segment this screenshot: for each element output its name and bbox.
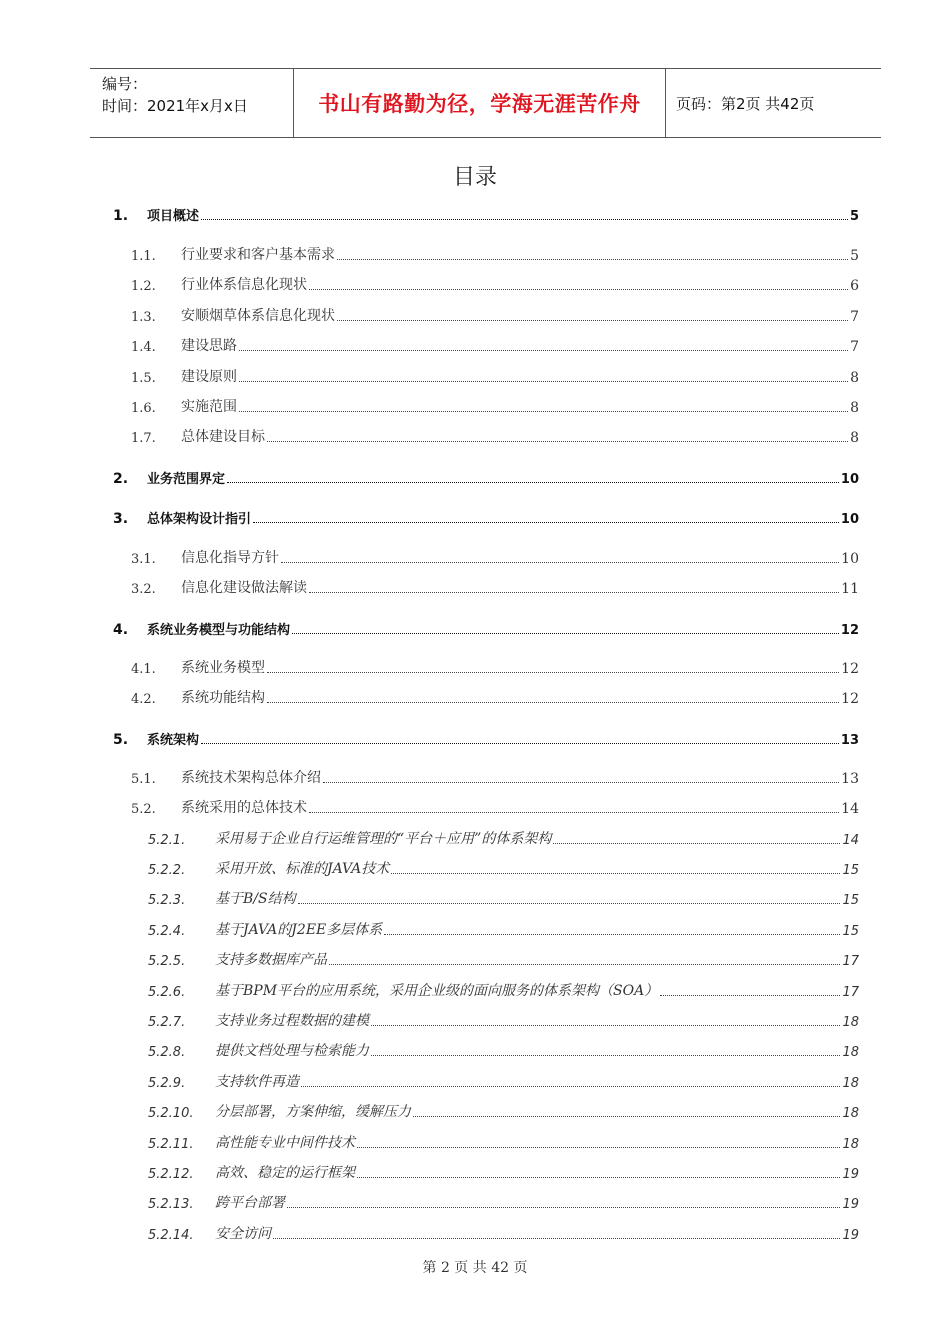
toc-entry-label: 采用开放、标准的JAVA技术 [215, 861, 390, 877]
toc-entry[interactable] [113, 728, 859, 748]
toc-entry-page: 18 [842, 1015, 859, 1030]
toc-entry-number: 4.1. [131, 662, 156, 677]
toc-entry-number: 5.2.7. [148, 1015, 186, 1030]
toc-entry-page: 10 [840, 512, 859, 527]
toc-entry[interactable] [148, 949, 859, 969]
toc-entry-page: 13 [841, 771, 859, 787]
toc-dot-leader [413, 1115, 840, 1117]
toc-entry-number: 5.1. [131, 772, 156, 787]
toc-entry-number: 4.2. [131, 692, 156, 707]
toc-dot-leader [227, 481, 839, 483]
toc-entry[interactable] [131, 426, 859, 446]
toc-entry-page: 10 [840, 472, 859, 487]
toc-entry-page: 19 [842, 1197, 859, 1212]
toc-dot-leader [391, 872, 840, 874]
toc-entry-label: 建设原则 [181, 369, 237, 385]
toc-entry-number: 5.2. [131, 802, 156, 817]
toc-entry-number: 5.2.5. [148, 954, 186, 969]
toc-entry[interactable] [113, 204, 859, 224]
toc-dot-leader [239, 349, 848, 351]
toc-entry-number: 1.6. [131, 401, 156, 416]
toc-entry-label: 提供文档处理与检索能力 [215, 1043, 369, 1059]
toc-dot-leader [357, 1176, 840, 1178]
toc-entry[interactable] [148, 888, 859, 908]
toc-entry-label: 基于B/S结构 [215, 891, 296, 907]
toc-entry-page: 17 [842, 985, 859, 1000]
toc-dot-leader [201, 742, 839, 744]
toc-entry-number: 3.2. [131, 582, 156, 597]
toc-entry-page: 10 [841, 551, 859, 567]
toc-entry-number: 5.2.4. [148, 924, 186, 939]
toc-entry[interactable] [148, 1010, 859, 1030]
toc-entry-page: 15 [842, 863, 859, 878]
toc-entry-label: 支持业务过程数据的建模 [215, 1013, 369, 1029]
toc-entry[interactable] [148, 828, 859, 848]
toc-entry-page: 15 [842, 893, 859, 908]
toc-dot-leader [281, 561, 839, 563]
toc-entry[interactable] [148, 1132, 859, 1152]
toc-dot-leader [267, 671, 839, 673]
toc-entry-label: 建设思路 [181, 338, 237, 354]
toc-entry[interactable] [113, 467, 859, 487]
toc-entry[interactable] [131, 767, 859, 787]
toc-entry-page: 5 [849, 209, 859, 224]
toc-dot-leader [301, 1085, 840, 1087]
toc-entry-label: 高性能专业中间件技术 [215, 1135, 355, 1151]
toc-entry-number: 5.2.8. [148, 1045, 186, 1060]
toc-entry[interactable] [148, 1071, 859, 1091]
toc-entry-page: 12 [841, 661, 859, 677]
toc-dot-leader [384, 933, 840, 935]
toc-entry[interactable] [131, 366, 859, 386]
toc-entry-label: 系统技术架构总体介绍 [181, 770, 321, 786]
toc-entry[interactable] [131, 547, 859, 567]
toc-entry-label: 总体建设目标 [181, 429, 265, 445]
toc-entry-number: 1. [113, 208, 129, 224]
toc-entry-page: 18 [842, 1106, 859, 1121]
toc-entry-number: 1.7. [131, 431, 156, 446]
toc-dot-leader [337, 319, 848, 321]
toc-dot-leader [371, 1024, 840, 1026]
toc-entry-page: 18 [842, 1045, 859, 1060]
toc-entry-page: 8 [850, 400, 859, 416]
toc-dot-leader [309, 811, 839, 813]
toc-entry-number: 1.1. [131, 249, 156, 264]
toc-entry[interactable] [148, 980, 859, 1000]
toc-entry-page: 8 [850, 430, 859, 446]
toc-entry-number: 4. [113, 622, 129, 638]
toc-dot-leader [329, 963, 840, 965]
toc-entry-number: 2. [113, 471, 129, 487]
toc-dot-leader [239, 410, 848, 412]
toc-entry[interactable] [148, 1040, 859, 1060]
toc-entry-label: 行业体系信息化现状 [181, 277, 307, 293]
toc-entry-number: 5.2.1. [148, 833, 186, 848]
toc-entry-number: 5.2.3. [148, 893, 186, 908]
toc-entry-page: 7 [850, 339, 859, 355]
page-header [90, 68, 881, 138]
toc-entry[interactable] [131, 274, 859, 294]
toc-entry-label: 系统架构 [147, 733, 200, 748]
toc-entry-label: 系统业务模型与功能结构 [147, 623, 291, 638]
toc-entry-page: 7 [850, 309, 859, 325]
toc-entry-label: 支持软件再造 [215, 1074, 299, 1090]
toc-dot-leader [357, 1146, 840, 1148]
header-motto: 书山有路勤为径，学海无涯苦作舟 [293, 69, 666, 137]
toc-entry-label: 基于BPM平台的应用系统，采用企业级的面向服务的体系架构（SOA） [215, 983, 659, 999]
toc-entry[interactable] [148, 1162, 859, 1182]
toc-entry-number: 1.4. [131, 340, 156, 355]
toc-entry-number: 5.2.12. [148, 1167, 194, 1182]
toc-entry[interactable] [131, 657, 859, 677]
toc-entry[interactable] [148, 919, 859, 939]
toc-entry-number: 5. [113, 732, 129, 748]
toc-entry-number: 1.2. [131, 279, 156, 294]
toc-entry-number: 5.2.10. [148, 1106, 194, 1121]
toc-entry-label: 安全访问 [215, 1226, 271, 1242]
toc-entry-page: 11 [841, 581, 859, 597]
toc-dot-leader [553, 842, 840, 844]
toc-entry[interactable] [148, 858, 859, 878]
toc-entry-label: 系统功能结构 [181, 690, 265, 706]
toc-dot-leader [201, 218, 848, 220]
toc-entry[interactable] [113, 507, 859, 527]
toc-entry-label: 总体架构设计指引 [147, 512, 252, 527]
toc-entry-label: 安顺烟草体系信息化现状 [181, 308, 335, 324]
toc-entry-page: 17 [842, 954, 859, 969]
toc-entry-label: 高效、稳定的运行框架 [215, 1165, 355, 1181]
toc-entry[interactable] [113, 618, 859, 638]
toc-entry-label: 支持多数据库产品 [215, 952, 327, 968]
toc-entry-label: 业务范围界定 [147, 472, 226, 487]
toc-dot-leader [323, 781, 839, 783]
toc-dot-leader [273, 1237, 840, 1239]
toc-entry[interactable] [148, 1192, 859, 1212]
toc-entry-label: 信息化指导方针 [181, 550, 279, 566]
toc-dot-leader [660, 994, 840, 996]
toc-entry-page: 15 [842, 924, 859, 939]
toc-entry-page: 8 [850, 370, 859, 386]
toc-dot-leader [337, 258, 848, 260]
header-meta [90, 69, 293, 137]
toc-entry-page: 19 [842, 1228, 859, 1243]
header-page-info: 页码：第2页 共42页 [676, 94, 815, 113]
toc-dot-leader [267, 701, 839, 703]
toc-dot-leader [298, 902, 841, 904]
toc-entry-page: 12 [840, 623, 859, 638]
toc-entry[interactable] [148, 1223, 859, 1243]
toc-dot-leader [239, 380, 848, 382]
toc-entry-label: 实施范围 [181, 399, 237, 415]
toc-entry-label: 项目概述 [147, 209, 200, 224]
toc-dot-leader [287, 1206, 840, 1208]
toc-entry-number: 3. [113, 511, 129, 527]
toc-dot-leader [253, 521, 839, 523]
toc-entry[interactable] [131, 335, 859, 355]
toc-entry-label: 系统采用的总体技术 [181, 800, 307, 816]
toc-entry-number: 5.2.13. [148, 1197, 194, 1212]
toc-entry-page: 18 [842, 1076, 859, 1091]
toc-entry-number: 5.2.6. [148, 985, 186, 1000]
toc-entry-label: 信息化建设做法解读 [181, 580, 307, 596]
toc-dot-leader [292, 632, 839, 634]
toc-entry-number: 3.1. [131, 552, 156, 567]
toc-entry-page: 6 [850, 278, 859, 294]
toc-entry[interactable] [131, 244, 859, 264]
toc-entry-label: 分层部署，方案伸缩，缓解压力 [215, 1104, 411, 1120]
toc-entry[interactable] [131, 687, 859, 707]
toc-entry-number: 5.2.14. [148, 1228, 194, 1243]
toc-entry[interactable] [131, 305, 859, 325]
toc-dot-leader [267, 440, 848, 442]
page-footer: 第 2 页 共 42 页 [422, 1260, 528, 1276]
toc-entry-page: 14 [841, 801, 859, 817]
time-label: 时间：2021年x月x日 [102, 97, 248, 115]
toc-entry-page: 14 [842, 833, 859, 848]
toc-title: 目录 [452, 165, 497, 190]
toc-entry-number: 5.2.9. [148, 1076, 186, 1091]
toc-entry-number: 5.2.2. [148, 863, 186, 878]
toc-entry-page: 13 [840, 733, 859, 748]
toc-entry-label: 行业要求和客户基本需求 [181, 247, 335, 263]
toc-entry[interactable] [148, 1101, 859, 1121]
toc-entry[interactable] [131, 797, 859, 817]
toc-entry-number: 1.3. [131, 310, 156, 325]
toc-dot-leader [309, 288, 848, 290]
toc-entry-label: 系统业务模型 [181, 660, 265, 676]
toc-dot-leader [309, 591, 839, 593]
toc-entry-page: 18 [842, 1137, 859, 1152]
toc-entry-label: 采用易于企业自行运维管理的“平台＋应用”的体系架构 [215, 831, 552, 847]
toc-entry-number: 1.5. [131, 371, 156, 386]
toc-entry-number: 5.2.11. [148, 1137, 194, 1152]
toc-entry-label: 基于JAVA的J2EE多层体系 [215, 922, 383, 938]
toc-entry-page: 12 [841, 691, 859, 707]
serial-label: 编号： [102, 75, 148, 93]
toc-entry-page: 5 [850, 248, 859, 264]
toc-dot-leader [371, 1054, 840, 1056]
toc-entry-page: 19 [842, 1167, 859, 1182]
toc-entry[interactable] [131, 396, 859, 416]
toc-entry-label: 跨平台部署 [215, 1195, 285, 1211]
toc-entry[interactable] [131, 577, 859, 597]
